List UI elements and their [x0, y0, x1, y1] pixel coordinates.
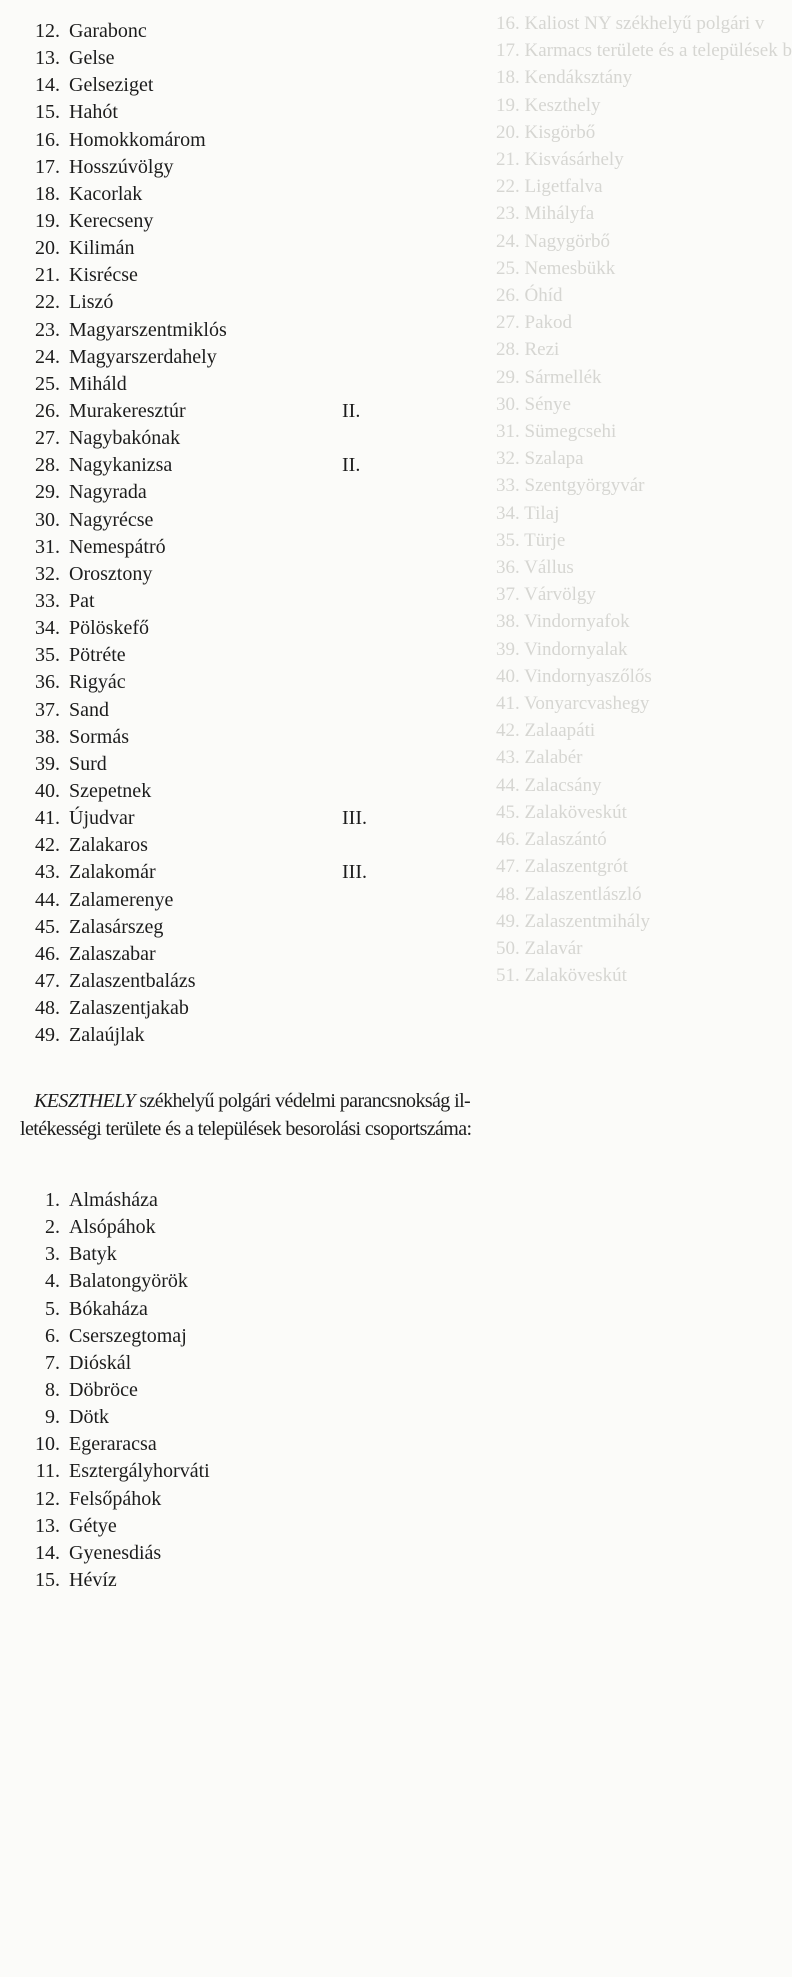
bleed-through-line: 34. Tilaj	[496, 502, 560, 524]
list-item	[28, 1486, 210, 1513]
item-number: 36.	[35, 671, 60, 694]
item-number: 27.	[35, 427, 60, 450]
list-item	[28, 1022, 227, 1049]
settlement-name: Zalaújlak	[69, 1024, 145, 1047]
item-number: 16.	[35, 128, 60, 151]
settlement-name: Dióskál	[69, 1351, 132, 1374]
bleed-through-line: 25. Nemesbükk	[496, 257, 616, 279]
item-number: 19.	[35, 209, 60, 232]
settlement-name: Döbröce	[69, 1378, 138, 1401]
bleed-through-line: 23. Mihályfa	[496, 203, 595, 225]
settlement-name: Hosszúvölgy	[69, 155, 174, 178]
item-number: 49.	[35, 1024, 60, 1047]
settlement-name: Nemespátró	[69, 535, 166, 558]
list-item	[28, 1431, 210, 1458]
list-item	[28, 1377, 210, 1404]
item-number: 10.	[35, 1433, 60, 1456]
list-item	[28, 452, 361, 479]
settlement-name: Zalaszabar	[69, 942, 156, 965]
item-number: 14.	[35, 74, 60, 97]
item-number: 9.	[45, 1406, 60, 1429]
settlement-name: Pölöskefő	[69, 617, 149, 640]
item-number: 17.	[35, 155, 60, 178]
list-item	[28, 534, 227, 561]
list-item	[28, 805, 367, 832]
item-number: 41.	[35, 807, 60, 830]
list-item	[28, 1296, 210, 1323]
item-number: 47.	[35, 969, 60, 992]
settlement-name: Surd	[69, 752, 107, 775]
item-number: 18.	[35, 182, 60, 205]
settlement-name: Orosztony	[69, 562, 153, 585]
list-item	[28, 1214, 210, 1241]
item-number: 22.	[35, 291, 60, 314]
list-item	[28, 507, 227, 534]
settlement-name: Kilimán	[69, 237, 135, 260]
item-number: 14.	[35, 1541, 60, 1564]
bleed-through-line: 48. Zalaszentlászló	[496, 883, 642, 905]
group-number: III.	[342, 861, 367, 884]
settlement-name: Gyenesdiás	[69, 1541, 162, 1564]
settlement-list-keszthely	[28, 1187, 210, 1594]
settlement-name: Zalaszentjakab	[69, 997, 189, 1020]
list-item	[28, 588, 227, 615]
bleed-through-line: 22. Ligetfalva	[496, 176, 603, 198]
list-item	[28, 968, 227, 995]
list-item	[28, 642, 227, 669]
list-item	[28, 398, 361, 425]
bleed-through-line: 36. Vállus	[496, 557, 574, 579]
settlement-name: Gelseziget	[69, 74, 154, 97]
item-number: 30.	[35, 508, 60, 531]
bleed-through-line: 44. Zalacsány	[496, 774, 602, 796]
list-item	[28, 697, 227, 724]
settlement-name: Magyarszentmiklós	[69, 318, 227, 341]
settlement-name: Hahót	[69, 101, 118, 124]
list-item	[28, 154, 227, 181]
settlement-name: Zalamerenye	[69, 888, 174, 911]
item-number: 39.	[35, 752, 60, 775]
settlement-name: Dötk	[69, 1406, 109, 1429]
bleed-through-line: 17. Karmacs területe és a települések b	[496, 40, 792, 62]
settlement-name: Cserszegtomaj	[69, 1324, 187, 1347]
bleed-through-line: 46. Zalaszántó	[496, 829, 607, 851]
list-item	[28, 1241, 210, 1268]
settlement-name: Almásháza	[69, 1189, 158, 1211]
bleed-through-line: 40. Vindornyaszőlős	[496, 665, 652, 687]
list-item	[28, 859, 367, 886]
bleed-through-line: 39. Vindornyalak	[496, 638, 628, 660]
list-item	[28, 1268, 210, 1295]
list-item	[28, 1458, 210, 1485]
settlement-name: Nagybakónak	[69, 427, 181, 450]
list-item	[28, 1187, 210, 1214]
bleed-through-text	[496, 10, 792, 989]
paragraph-line-2: letékességi területe és a települések besorolási csoportszáma:	[20, 1118, 472, 1140]
item-number: 12.	[35, 1487, 60, 1510]
settlement-name: Rigyác	[69, 671, 126, 694]
bleed-through-line: 28. Rezi	[496, 339, 560, 361]
list-item	[28, 235, 227, 262]
settlement-name: Nagyrada	[69, 481, 147, 504]
item-number: 5.	[45, 1297, 60, 1320]
settlement-name: Liszó	[69, 291, 114, 314]
list-item	[28, 832, 227, 859]
bleed-through-line: 29. Sármellék	[496, 366, 602, 388]
settlement-name: Nagyrécse	[69, 508, 154, 531]
bleed-through-line: 50. Zalavár	[496, 937, 583, 959]
list-item	[28, 1540, 210, 1567]
settlement-name: Bókaháza	[69, 1297, 148, 1320]
item-number: 38.	[35, 725, 60, 748]
item-number: 15.	[35, 101, 60, 124]
item-number: 3.	[45, 1243, 60, 1266]
settlement-name: Murakeresztúr	[69, 399, 186, 422]
item-number: 31.	[35, 535, 60, 558]
group-number: III.	[342, 807, 367, 830]
list-item	[28, 317, 227, 344]
item-number: 35.	[35, 644, 60, 667]
item-number: 46.	[35, 942, 60, 965]
settlement-name: Gétye	[69, 1514, 117, 1537]
settlement-name: Egeraracsa	[69, 1433, 157, 1456]
settlement-name: Felsőpáhok	[69, 1487, 162, 1510]
list-item	[28, 181, 227, 208]
item-number: 29.	[35, 481, 60, 504]
bleed-through-line: 51. Zalaköveskút	[496, 965, 627, 987]
settlement-name: Miháld	[69, 372, 127, 395]
list-item	[28, 262, 227, 289]
item-number: 28.	[35, 454, 60, 477]
settlement-name: Batyk	[69, 1243, 117, 1266]
list-item	[28, 615, 227, 642]
bleed-through-line: 30. Sénye	[496, 393, 571, 415]
item-number: 13.	[35, 47, 60, 70]
list-item	[28, 1350, 210, 1377]
list-item	[28, 289, 227, 316]
settlement-name: Zalakomár	[69, 861, 156, 884]
bleed-through-line: 18. Kendáksztány	[496, 67, 633, 89]
group-number: II.	[342, 454, 361, 477]
bleed-through-line: 16. Kaliost NY székhelyű polgári v	[496, 13, 765, 34]
list-item	[28, 344, 227, 371]
item-number: 7.	[45, 1351, 60, 1374]
list-item	[28, 561, 227, 588]
item-number: 45.	[35, 915, 60, 938]
bleed-through-line: 43. Zalabér	[496, 747, 583, 769]
list-item	[28, 208, 227, 235]
settlement-name: Zalasárszeg	[69, 915, 164, 938]
bleed-through-line: 19. Keszthely	[496, 94, 601, 116]
bleed-through-line: 21. Kisvásárhely	[496, 149, 624, 171]
item-number: 37.	[35, 698, 60, 721]
seat-name: KESZTHELY	[34, 1090, 135, 1112]
item-number: 25.	[35, 372, 60, 395]
list-item	[28, 45, 227, 72]
settlement-name: Újudvar	[69, 807, 135, 830]
list-item	[28, 1404, 210, 1431]
bleed-through-line: 24. Nagygörbő	[496, 230, 610, 252]
settlement-name: Gelse	[69, 47, 115, 70]
item-number: 40.	[35, 779, 60, 802]
item-number: 32.	[35, 562, 60, 585]
list-item	[28, 887, 227, 914]
list-item	[28, 778, 227, 805]
bleed-through-line: 38. Vindornyafok	[496, 611, 630, 633]
settlement-name: Hévíz	[69, 1568, 117, 1591]
list-item	[28, 371, 227, 398]
list-item	[28, 1567, 210, 1594]
list-item	[28, 1513, 210, 1540]
list-item	[28, 995, 227, 1022]
item-number: 33.	[35, 589, 60, 612]
item-number: 20.	[35, 237, 60, 260]
settlement-list-nagykanizsa	[28, 18, 367, 1049]
list-item	[28, 724, 227, 751]
list-item	[28, 127, 227, 154]
settlement-name: Sormás	[69, 725, 129, 748]
item-number: 26.	[35, 399, 60, 422]
bleed-through-line: 49. Zalaszentmihály	[496, 910, 651, 932]
item-number: 6.	[45, 1324, 60, 1347]
settlement-name: Homokkomárom	[69, 128, 206, 151]
bleed-through-line: 31. Sümegcsehi	[496, 421, 617, 443]
list-item	[28, 72, 227, 99]
settlement-name: Pötréte	[69, 644, 126, 667]
settlement-name: Magyarszerdahely	[69, 345, 217, 368]
item-number: 11.	[35, 1460, 60, 1483]
bleed-through-line: 32. Szalapa	[496, 448, 584, 470]
list-item	[28, 18, 227, 45]
settlement-name: Balatongyörök	[69, 1270, 188, 1293]
list-item	[28, 751, 227, 778]
settlement-name: Kacorlak	[69, 182, 143, 205]
item-number: 44.	[35, 888, 60, 911]
settlement-name: Garabonc	[69, 20, 147, 42]
settlement-name: Zalakaros	[69, 834, 148, 857]
settlement-name: Pat	[69, 589, 95, 612]
bleed-through-line: 33. Szentgyörgyvár	[496, 475, 645, 497]
bleed-through-line: 20. Kisgörbő	[496, 121, 596, 143]
bleed-through-line: 41. Vonyarcvashegy	[496, 693, 650, 715]
list-item	[28, 99, 227, 126]
item-number: 4.	[45, 1270, 60, 1293]
list-item	[28, 914, 227, 941]
item-number: 2.	[45, 1216, 60, 1239]
item-number: 1.	[45, 1189, 60, 1211]
item-number: 15.	[35, 1568, 60, 1591]
item-number: 43.	[35, 861, 60, 884]
settlement-name: Nagykanizsa	[69, 454, 173, 477]
bleed-through-line: 26. Óhíd	[496, 285, 563, 307]
list-item	[28, 669, 227, 696]
settlement-name: Zalaszentbalázs	[69, 969, 196, 992]
bleed-through-line: 37. Várvölgy	[496, 584, 596, 606]
item-number: 8.	[45, 1378, 60, 1401]
item-number: 21.	[35, 264, 60, 287]
bleed-through-line: 45. Zalaköveskút	[496, 801, 627, 823]
item-number: 13.	[35, 1514, 60, 1537]
bleed-through-line: 47. Zalaszentgrót	[496, 856, 628, 878]
item-number: 23.	[35, 318, 60, 341]
list-item	[28, 425, 227, 452]
list-item	[28, 941, 227, 968]
settlement-name: Kerecseny	[69, 209, 154, 232]
group-number: II.	[342, 399, 361, 422]
bleed-through-line: 35. Türje	[496, 529, 566, 551]
item-number: 24.	[35, 345, 60, 368]
list-item	[28, 479, 227, 506]
item-number: 12.	[35, 20, 60, 42]
paragraph-line-1: székhelyű polgári védelmi parancsnokság il-	[139, 1090, 471, 1112]
bleed-through-line: 42. Zalaapáti	[496, 720, 596, 742]
item-number: 42.	[35, 834, 60, 857]
bleed-through-line: 27. Pakod	[496, 312, 572, 334]
keszthely-heading-paragraph	[20, 1087, 720, 1143]
settlement-name: Esztergályhorváti	[69, 1460, 210, 1483]
settlement-name: Alsópáhok	[69, 1216, 156, 1239]
list-item	[28, 1323, 210, 1350]
item-number: 48.	[35, 997, 60, 1020]
item-number: 34.	[35, 617, 60, 640]
settlement-name: Sand	[69, 698, 109, 721]
settlement-name: Szepetnek	[69, 779, 152, 802]
settlement-name: Kisrécse	[69, 264, 138, 287]
